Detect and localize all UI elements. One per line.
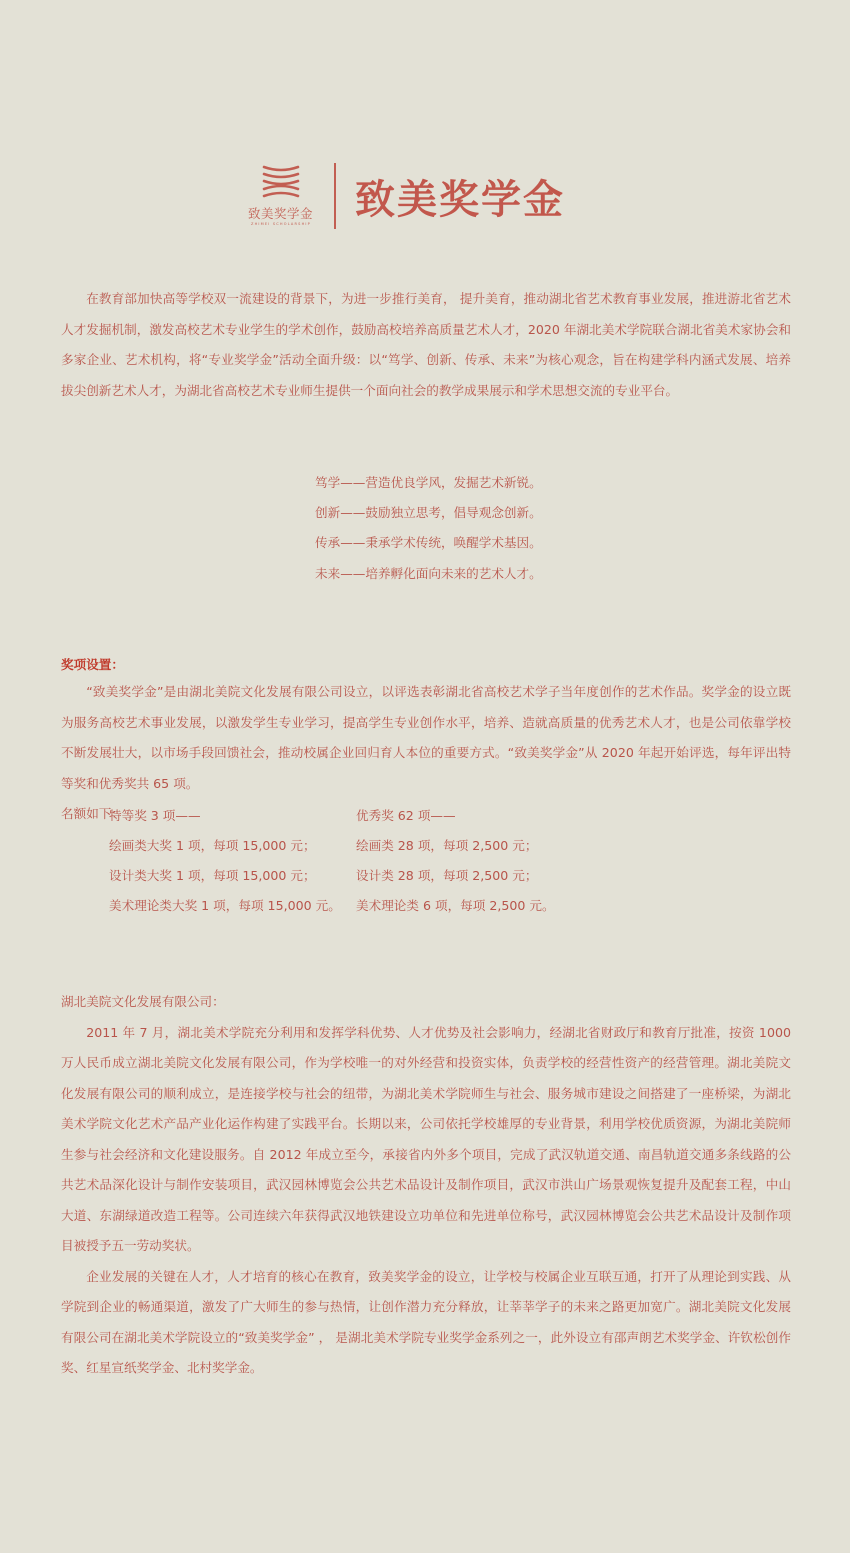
awards-heading: 奖项设置：	[61, 657, 124, 672]
prize-item: 优秀奖 62 项——	[356, 808, 456, 823]
company-paragraph: 2011 年 7 月，湖北美术学院充分利用和发挥学科优势、人才优势及社会影响力，经湖北省财政厅和教育厅批准，按资 1000 万人民币成立湖北美院文化发展有限公司，作为学校唯一的对外经营和投资实体，负责学校的经营性资产的经营管理。湖北美院文化发展有限公司的顺利成立，是连接学校与社会的纽带，为湖北美术学院师生与社会、服务城市建设之间搭建了一座桥梁，为湖北美术学院文化艺术产品产业化运作构建了实践平台。长期以来，公司依托学校雄厚的专业背景，利用学校优质资源，为湖北美院师生参与社会经济和文化建设服务。自 2012 年成立至今，承接省内外多个项目，完成了武汉轨道交通、南昌轨道交通多条线路的公共艺术品深化设计与制作安装项目，武汉园林博览会公共艺术品设计及制作项目，武汉市洪山广场景观恢复提升及配套工程，中山大道、东湖绿道改造工程等。公司连续六年获得武汉地铁建设立功单位和先进单位称号，武汉园林博览会公共艺术品设计及制作项目被授予五一劳动奖状。	[61, 1024, 791, 1253]
awards-list-intro: 名额如下：	[61, 806, 124, 821]
prize-item: 设计类 28 项，每项 2,500 元；	[356, 868, 538, 883]
page-title: 致美奖学金	[355, 177, 565, 223]
motto-line: 笃学——营造优良学风，发掘艺术新锐。	[315, 475, 542, 490]
header-divider	[334, 163, 336, 229]
prize-item: 美术理论类大奖 1 项，每项 15,000 元。	[109, 898, 341, 913]
prize-item: 绘画类 28 项，每项 2,500 元；	[356, 838, 538, 853]
company-section	[61, 987, 791, 1384]
motto-line: 未来——培养孵化面向未来的艺术人才。	[315, 566, 542, 581]
company-heading: 湖北美院文化发展有限公司：	[61, 994, 225, 1009]
intro-section	[61, 284, 791, 406]
scholarship-logo-icon	[260, 163, 302, 201]
company-paragraph: 企业发展的关键在人才，人才培育的核心在教育，致美奖学金的设立，让学校与校属企业互联互通，打开了从理论到实践、从学院到企业的畅通渠道，激发了广大师生的参与热情，让创作潜力充分释放，让莘莘学子的未来之路更加宽广。湖北美院文化发展有限公司在湖北美术学院设立的“致美奖学金” ， 是湖北美术学院专业奖学金系列之一，此外设立有邵声朗艺术奖学金、许钦松创作奖、红星宣纸奖学金、北村奖学金。	[61, 1268, 791, 1375]
motto-line: 传承——秉承学术传统，唤醒学术基因。	[315, 535, 542, 550]
prize-item: 美术理论类 6 项，每项 2,500 元。	[356, 898, 555, 913]
prize-item: 设计类大奖 1 项，每项 15,000 元；	[109, 868, 316, 883]
prize-item: 绘画类大奖 1 项，每项 15,000 元；	[109, 838, 316, 853]
logo-small-text: ZHIMEI SCHOLARSHIP	[251, 222, 311, 226]
motto-line: 创新——鼓励独立思考，倡导观念创新。	[315, 505, 542, 520]
logo-caption: 致美奖学金	[248, 206, 314, 221]
awards-paragraph: “致美奖学金”是由湖北美院文化发展有限公司设立，以评选表彰湖北省高校艺术学子当年度创作的艺术作品。奖学金的设立既为服务高校艺术事业发展，以激发学生专业学习，提高学生专业创作水平，培养、造就高质量的优秀艺术人才，也是公司依靠学校不断发展壮大，以市场手段回馈社会，推动校属企业回归育人本位的重要方式。“致美奖学金”从 2020 年起开始评选，每年评出特等奖和优秀奖共 65 项。	[61, 684, 791, 791]
intro-paragraph: 在教育部加快高等学校双一流建设的背景下，为进一步推行美育， 提升美育，推动湖北省艺术教育事业发展，推进游北省艺术人才发掘机制，激发高校艺术专业学生的学术创作，鼓励高校培养高质量艺术人才，2020 年湖北美术学院联合湖北省美术家协会和多家企业、艺术机构，将“专业奖学金”活动全面升级：以“笃学、创新、传承、未来”为核心观念，旨在构建学科内涵式发展、培养拔尖创新艺术人才，为湖北省高校艺术专业师生提供一个面向社会的教学成果展示和学术思想交流的专业平台。	[61, 291, 791, 398]
prize-item: 特等奖 3 项——	[109, 808, 201, 823]
